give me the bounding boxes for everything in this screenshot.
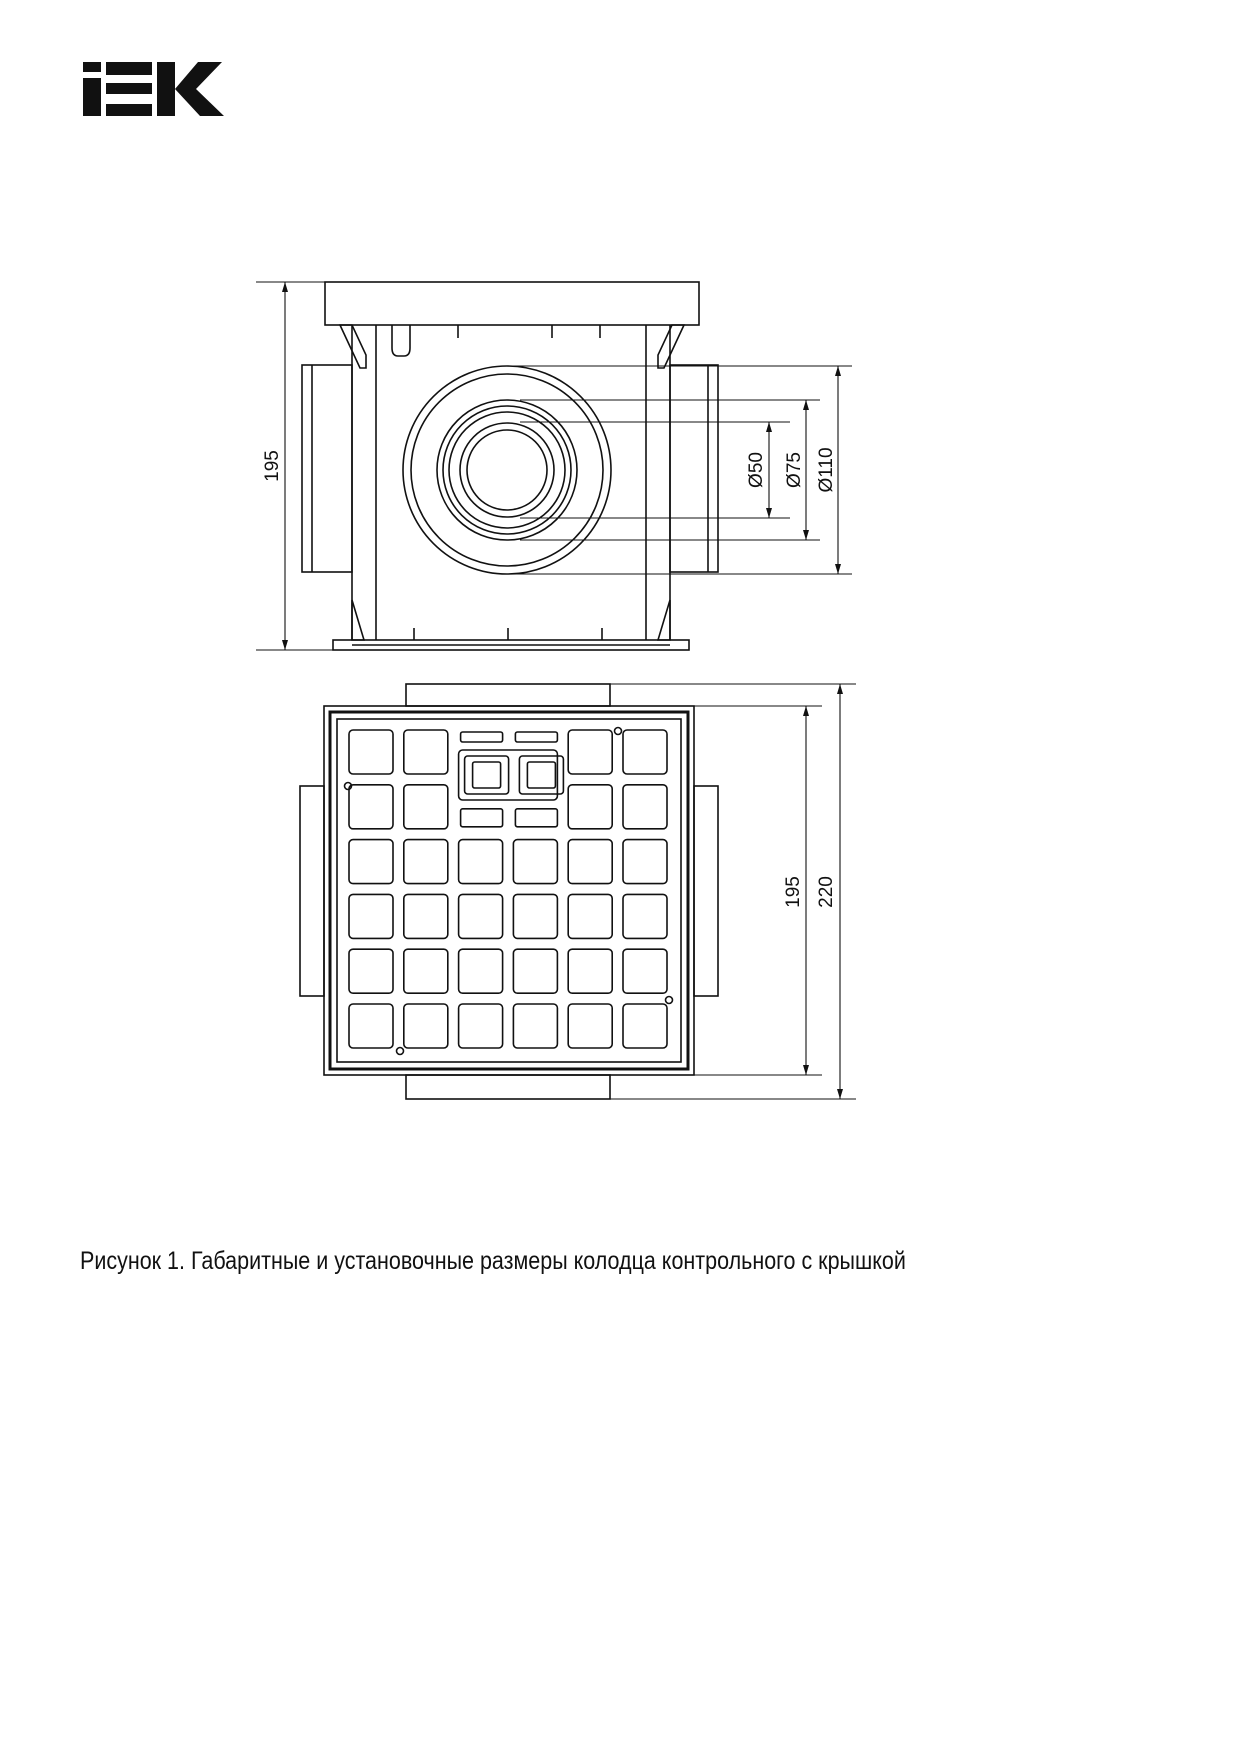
grid-cell <box>404 730 448 774</box>
grid-cell <box>623 730 667 774</box>
handle-pocket-inner <box>527 762 555 788</box>
handle-pocket-inner <box>473 762 501 788</box>
outer-dim-label: 220 <box>816 876 837 908</box>
top-view <box>300 684 718 1099</box>
grid-cell <box>404 840 448 884</box>
grid-cell <box>568 1004 612 1048</box>
grid-cell <box>623 894 667 938</box>
lid-slot <box>515 732 557 742</box>
grid-cell <box>513 1004 557 1048</box>
grid-cell <box>349 840 393 884</box>
grid-cell <box>349 949 393 993</box>
grid-cell <box>568 949 612 993</box>
grid-cell <box>568 840 612 884</box>
lid-slot <box>515 809 557 827</box>
grid-cell <box>568 730 612 774</box>
grid-cell <box>623 785 667 829</box>
inner-dim-label: 195 <box>783 876 804 908</box>
diameter-50-label: Ø50 <box>746 452 767 488</box>
grid-cell <box>349 1004 393 1048</box>
top-dimension-labels <box>783 876 837 908</box>
grid-cell <box>623 840 667 884</box>
grid-cell <box>404 785 448 829</box>
height-dim-label: 195 <box>262 450 283 482</box>
grid-cell <box>349 785 393 829</box>
grid-cell <box>623 1004 667 1048</box>
grid-cell <box>349 894 393 938</box>
lid-grid <box>349 730 667 1048</box>
grid-cell <box>513 894 557 938</box>
grid-cell <box>404 1004 448 1048</box>
grid-cell <box>459 894 503 938</box>
diameter-75-label: Ø75 <box>784 452 805 488</box>
front-dimension-labels <box>262 447 837 492</box>
grid-cell <box>404 949 448 993</box>
grid-cell <box>404 894 448 938</box>
front-view <box>302 282 718 650</box>
diameter-110-label: Ø110 <box>816 447 837 493</box>
grid-cell <box>459 949 503 993</box>
figure-caption: Рисунок 1. Габаритные и установочные размеры колодца контрольного с крышкой <box>80 1247 906 1275</box>
grid-cell <box>513 949 557 993</box>
lid-slot <box>461 809 503 827</box>
grid-cell <box>459 1004 503 1048</box>
iek-logo <box>83 62 224 116</box>
grid-cell <box>349 730 393 774</box>
grid-cell <box>623 949 667 993</box>
lid-slot <box>461 732 503 742</box>
grid-cell <box>568 785 612 829</box>
grid-cell <box>459 840 503 884</box>
grid-cell <box>513 840 557 884</box>
grid-cell <box>568 894 612 938</box>
